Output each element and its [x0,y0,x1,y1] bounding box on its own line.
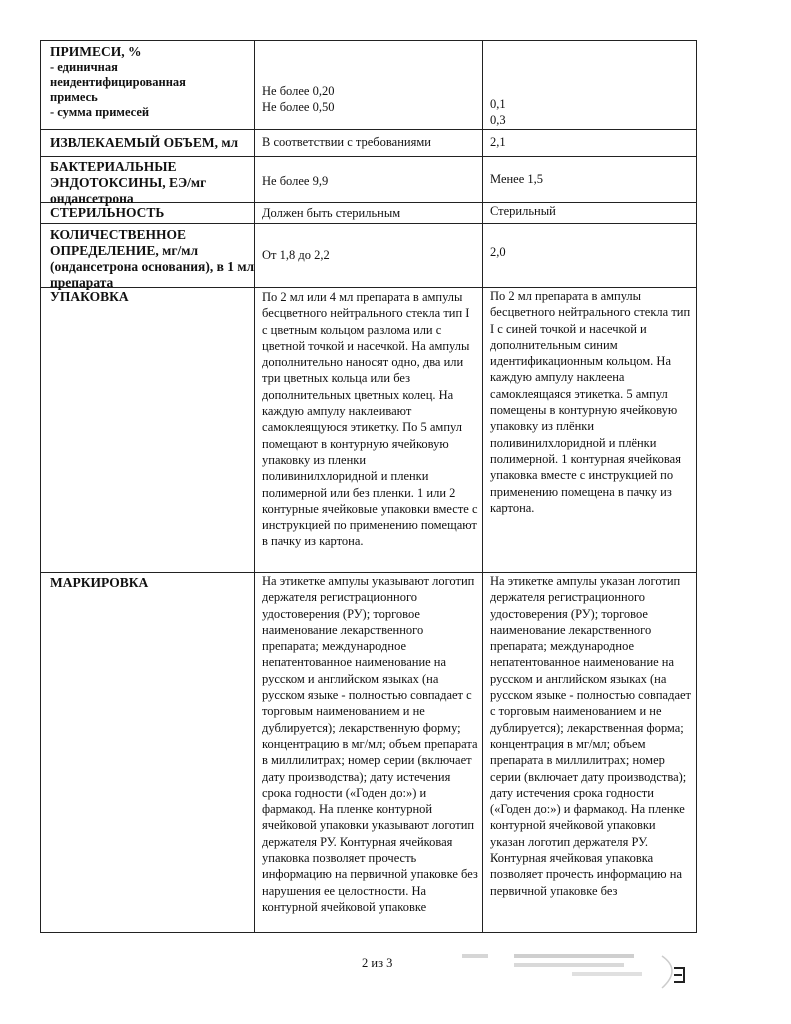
requirement-value: Должен быть стерильным [262,206,401,220]
table-row [40,130,697,157]
table-row: ПРИМЕСИ, % - единичная неидентифицированная примесь - сумма примесей Не более 0,20 Не более 0,50 0,1 0,3 [40,40,697,130]
table-row [40,203,697,224]
table-row [40,224,697,288]
param-label: МАРКИРОВКА [50,575,149,590]
param-label: ПРИМЕСИ, % [50,44,142,59]
table-border-right [696,40,697,933]
requirement-value: От 1,8 до 2,2 [262,248,330,262]
requirement-value: Не более 9,9 [262,174,329,188]
table-row [40,157,697,206]
table-row [40,573,697,933]
requirement-text: На этикетке ампулы указывают логотип держателя регистрационного удостоверения (РУ); торговое наименование лекарственного препарата; международное непатентованное наименование на русском и английском языках (на русском языке - полностью совпадает с торговым наименованием и не дублируется); лекарственную форму; концентрацию в мг/мл; объем препарата в миллилитрах; номер серии (включает дату производства); дату истечения срока годности («Годен до:») и фармакод. На пленке контурной ячейковой упаковки указывают логотип держателя РУ. Контурная ячейковая упаковка позволяет прочесть информацию на первичной упаковке без нарушения ее целостности. На контурной ячейковой упаковке [262,574,478,914]
requirement-value: Не более 0,20 [262,84,335,98]
result-value: 0,3 [490,113,506,128]
result-value: Стерильный [490,204,556,218]
table-row [40,288,697,573]
column-divider [482,40,483,933]
param-label: УПАКОВКА [50,289,129,304]
result-value: 2,0 [490,245,506,259]
result-text: На этикетке ампулы указан логотип держателя регистрационного удостоверения (РУ); торговое наименование лекарственного препарата; международное непатентованное наименование на русском и английском языках (на русском языке - полностью совпадает с торговым наименованием и не дублируется); лекарственная форма; концентрация в мг/мл; объем препарата в миллилитрах; номер серии (включает дату производства); дату истечения срока годности («Годен до:») и фармакод. На пленке контурной ячейковой упаковки указан логотип держателя РУ. Контурная ячейковая упаковка позволяет прочесть информацию на первичной упаковке без [490,574,692,898]
faded-stamp-illustration [462,950,692,990]
result-value: Менее 1,5 [490,172,544,186]
column-divider [254,40,255,933]
requirement-value: Не более 0,50 [262,100,335,115]
requirement-value: В соответствии с требованиями [262,135,431,149]
param-label: КОЛИЧЕСТВЕННОЕ ОПРЕДЕЛЕНИЕ, мг/мл (ондансетрона основания), в 1 мл препарата [50,227,255,290]
table-border-left [40,40,41,933]
param-label: ИЗВЛЕКАЕМЫЙ ОБЪЕМ, мл [50,135,239,150]
result-value: 2,1 [490,135,506,149]
param-label: БАКТЕРИАЛЬНЫЕ ЭНДОТОКСИНЫ, ЕЭ/мг ондансетрона [50,159,207,206]
page-number: 2 из 3 [362,956,393,970]
result-text: По 2 мл препарата в ампулы бесцветного нейтрального стекла тип I с синей точкой и насечкой и дополнительным синим идентификационным кольцом. На каждую ампулу наклеена самоклеящаяся этикетка. 5 ампул помещены в контурную ячейковую упаковку из плёнки поливинилхлоридной и плёнки полимерной. 1 контурная ячейковая упаковка вместе с инструкцией по применению помещена в пачку из картона. [490,289,691,515]
param-label: СТЕРИЛЬНОСТЬ [50,205,165,220]
requirement-text: По 2 мл или 4 мл препарата в ампулы бесцветного нейтрального стекла тип I с цветным кольцом разлома или с цветной точкой и насечкой. На ампулы дополнительно наносят одно, два или три цветных кольца или без дополнительных цветных колец. На каждую ампулу наклеивают самоклеящуюся этикетку. По 5 ампул помещают в контурную ячейковую упаковку из пленки поливинилхлоридной и пленки полимерной или без пленки. 1 или 2 контурные ячейковые упаковки вместе с инструкцией по применению помещают в пачку из картона. [262,290,478,549]
result-value: 0,1 [490,97,506,111]
